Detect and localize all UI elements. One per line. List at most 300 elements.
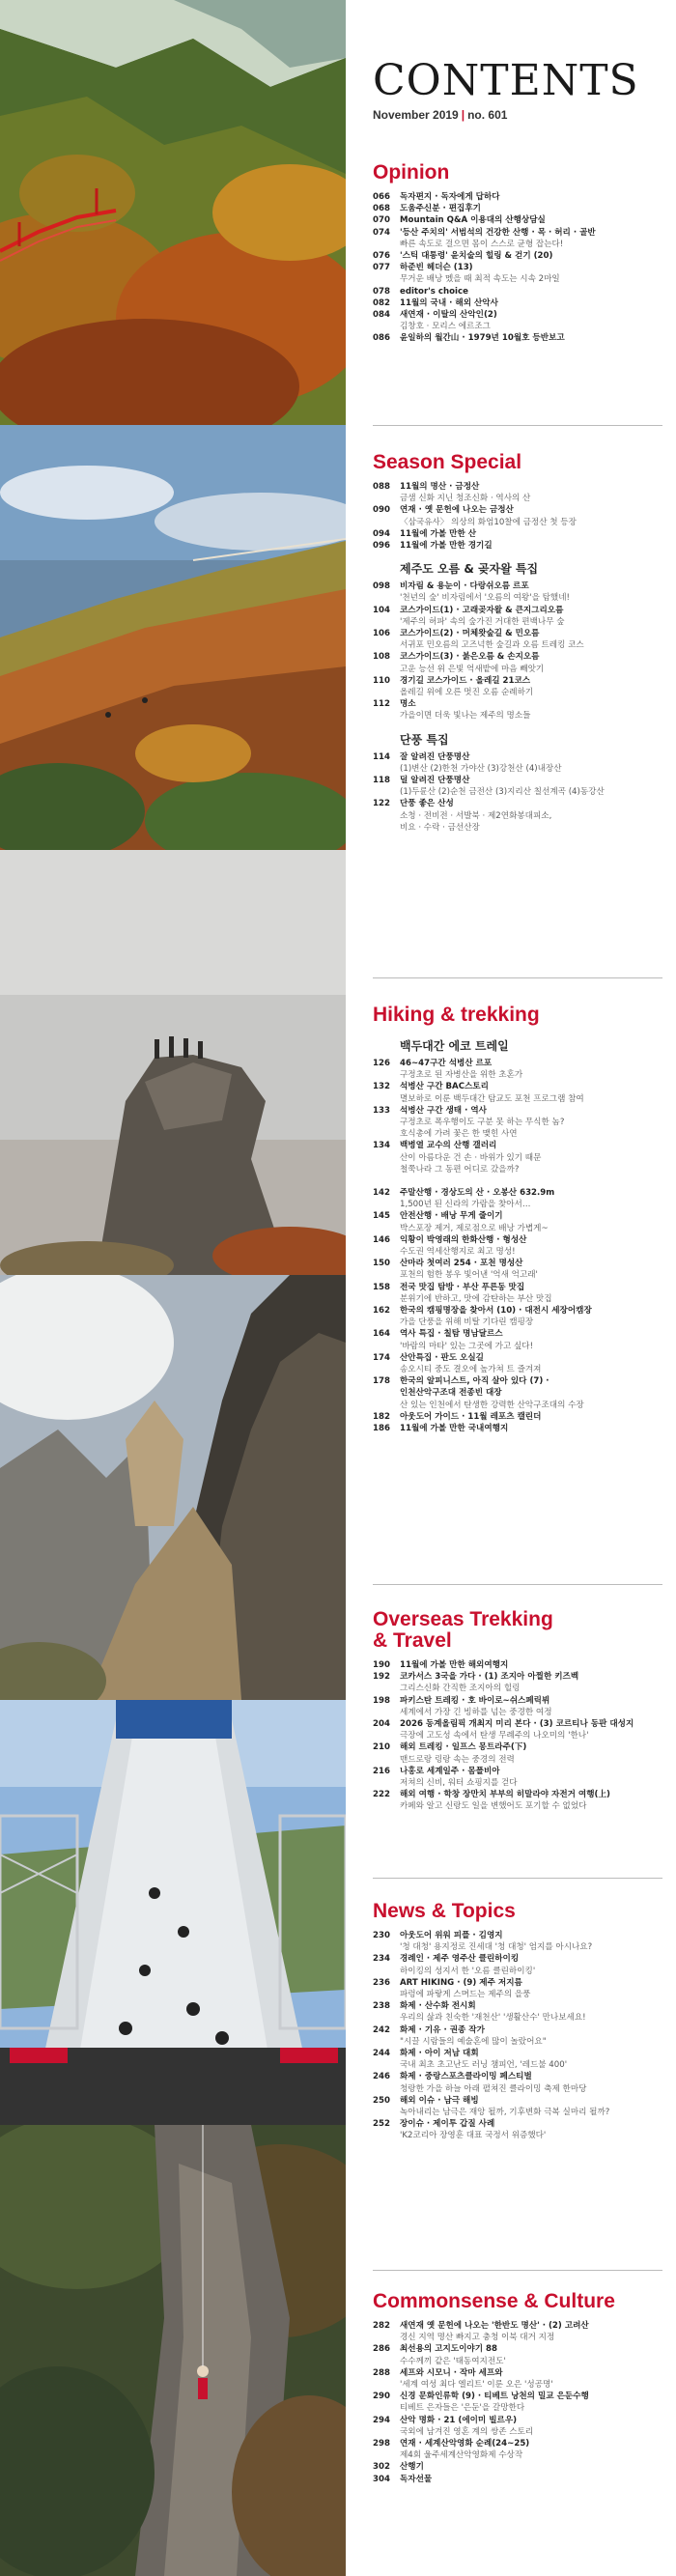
entry-text [400,540,662,552]
entry-title: 코스가이드(3) · 붉은오름 & 손지오름 [400,652,540,663]
entry-subtitle: 포천의 험한 봉우 빛어낸 '억새 억고래' [400,1270,538,1281]
toc-entry[interactable] [373,1058,662,1081]
page-number: 244 [373,2049,390,2059]
entry-title: 화제 · 아이 저남 대회 [400,2049,479,2059]
page-number: 304 [373,2474,390,2484]
toc-entry[interactable] [373,1081,662,1104]
page-number: 118 [373,776,390,786]
entry-subtitle: 송오시티 중도 결오에 높가쳐 트 즐겨져 [400,1365,542,1375]
entry-subtitle: '바람의 마타' 있는 그곳에 가고 싶다! [400,1341,534,1351]
page-number: 090 [373,505,390,516]
toc-entry[interactable] [373,528,662,540]
page-number: 074 [373,227,390,238]
entry-subtitle: 극장에 고도성 속에서 탄생 무례주의 나오미의 '한나' [400,1731,589,1741]
entry-title: 잘 알려진 단풍명산 [400,751,470,762]
subsection-heading: 제주도 오름 & 곶자왈 특집 [400,562,539,577]
entry-list [373,191,662,345]
entry-title: 장이슈 · 제이투 갑질 사례 [400,2119,495,2130]
section-divider [373,425,662,426]
entry-text [400,1128,662,1140]
entry-subtitle: '청 대청' 용지정로 진세대 '청 대청' 엄지를 아시나요? [400,1942,593,1953]
page-number: 234 [373,1954,390,1965]
entry-subtitle: 산 있는 인천에서 탄생한 강력한 산악구조대의 수장 [400,1400,584,1410]
toc-entry[interactable] [373,262,662,285]
toc-entry[interactable] [373,481,662,504]
entry-text [400,1105,662,1128]
toc-entry[interactable] [373,751,662,775]
entry-list [373,481,662,552]
entry-text [400,1766,662,1789]
entry-text [400,1375,662,1387]
entry-title: 연재 · 옛 문헌에 나오는 금정산 [400,505,514,516]
entry-title: 단풍 좋은 산성 [400,799,454,809]
entry-text [400,2071,662,2094]
page-number: 192 [373,1672,390,1683]
toc-entry[interactable] [373,1282,662,1305]
page-number: 204 [373,1719,390,1730]
entry-subtitle: '천년의 숲' 비자림에서 '오름의 여왕'을 탐했네! [400,593,570,604]
entry-list [373,1930,662,2142]
entry-text [400,1081,662,1104]
page-number: 096 [373,541,390,552]
toc-entry[interactable] [373,1305,662,1328]
entry-subtitle: 소청 · 전비전 · 서발북 · 제2연화봉대피소, [400,810,552,821]
page-number: 126 [373,1059,390,1068]
entry-text [400,651,662,674]
page-number: 098 [373,581,390,592]
toc-entry[interactable] [373,1210,662,1233]
section-divider [373,1878,662,1879]
entry-title: 하준빈 헤더슨 (13) [400,263,473,273]
toc-entry[interactable] [373,2071,662,2094]
entry-title: 덜 알려진 단풍명산 [400,776,470,786]
page-number: 112 [373,699,390,710]
entry-text [400,262,662,285]
entry-title: 익황이 박영래의 한화산행 · 형성산 [400,1234,527,1245]
entry-title: 석병산 구간 생태 · 역사 [400,1105,487,1116]
toc-entry[interactable] [373,2461,662,2473]
entry-text [400,2391,662,2414]
entry-title: 화제 · 중랑스포츠클라이밍 페스티벌 [400,2072,532,2082]
section-news-topics [373,1901,662,2142]
toc-entry[interactable] [373,2367,662,2391]
toc-entry[interactable] [373,1671,662,1694]
subsection-heading: 단풍 특집 [400,732,449,747]
entry-text [400,309,662,332]
misty-rock-pinnacle-photo [0,850,346,1275]
entry-text [400,2118,662,2141]
entry-text [400,1789,662,1812]
entry-text [400,2095,662,2118]
page-number: 294 [373,2415,390,2425]
page-number: 068 [373,204,390,214]
page-number: 288 [373,2367,390,2378]
toc-entry[interactable] [373,1375,662,1387]
section-divider [373,977,662,978]
section-overseas-trekking-travel [373,1609,662,1813]
entry-title: 아웃도어 가이드 · 11월 레포츠 캘린더 [400,1411,542,1422]
toc-entry[interactable] [373,1930,662,1953]
entry-subtitle: 우리의 삶과 친숙한 '재천산' '생활산수' 만나보세요! [400,2013,586,2024]
section-heading: Hiking & trekking [373,1004,540,1026]
page-number: 077 [373,263,390,273]
entry-text [400,1234,662,1258]
entry-title: 명소 [400,699,416,710]
rock-climber-photo [0,2125,346,2576]
toc-entry[interactable] [373,822,662,834]
entry-subtitle: 저쳐의 신비, 워터 쇼핑지를 걷다 [400,1778,518,1789]
toc-entry[interactable] [373,214,662,226]
page-number: 178 [373,1376,390,1387]
toc-entry[interactable] [373,332,662,344]
entry-title: 한국의 알피니스트, 아직 살아 있다 (7) · [400,1376,549,1387]
section-heading: Season Special [373,451,522,473]
toc-entry[interactable] [373,2474,662,2485]
entry-list [373,751,662,834]
entry-text [400,2048,662,2071]
stair-climbing-race-photo [0,1700,346,2125]
page-number: 286 [373,2344,390,2355]
entry-title: 새연재 · 이탈의 산악인(2) [400,310,497,321]
entry-title: 산악 명화 · 21 (에이미 빌르우) [400,2415,518,2425]
entry-title: 11월에 가볼 만한 산 [400,528,477,539]
entry-title: 신경 문화인류학 (9) · 티베트 낭천의 밀교 은둔수행 [400,2392,589,2402]
entry-title: 11월에 가볼 만한 해외여행지 [400,1660,509,1670]
toc-entry[interactable] [373,1234,662,1258]
toc-entry[interactable] [373,1659,662,1671]
entry-text [400,1187,662,1210]
toc-entry[interactable] [373,1977,662,2000]
entry-subtitle: '세계 여성 최다 엘리트' 이룬 오은 '성공명' [400,2380,553,2391]
entry-subtitle: 〈삼국유사〉 의상의 화엄10찰에 금정산 첫 등장 [400,517,577,527]
page-number: 250 [373,2095,390,2106]
entry-title: 윤일하의 월간山 · 1979년 10월호 등반보고 [400,333,565,344]
entry-text [400,1387,662,1410]
contents-column [346,0,676,2576]
entry-text [400,1352,662,1375]
masthead [373,58,639,122]
page-number: 216 [373,1766,390,1776]
page-number: 222 [373,1790,390,1800]
page-number: 108 [373,652,390,663]
entry-subtitle: 맨드로랑 링랑 속는 중경의 전력 [400,1754,515,1765]
entry-text [400,1423,662,1434]
issue-line [373,108,639,122]
entry-text [400,580,662,604]
entry-subtitle: 서귀포 민오름의 고즈넉한 숲길과 오름 트레킹 코스 [400,640,584,651]
toc-entry[interactable] [373,698,662,722]
entry-subtitle: 'K2코리아 장영훈 대표 국정서 위증했다' [400,2131,547,2141]
entry-text [400,203,662,214]
page-number: 150 [373,1259,390,1269]
toc-entry[interactable] [373,775,662,798]
entry-title: 해외 트레킹 · 일프스 몽트라주(下) [400,1742,527,1753]
entry-subtitle: (1)두륜산 (2)순천 금전산 (3)지리산 칠선계곡 (4)동강산 [400,787,605,798]
entry-title: Mountain Q&A 이용대의 산행상담실 [400,215,546,226]
entry-subtitle: (1)변산 (2)한천 가야산 (3)강천산 (4)내장산 [400,763,562,774]
entry-subtitle: '제주의 허파' 속의 숲가진 거대한 편백나무 숲 [400,616,565,627]
page-number: 282 [373,2321,390,2331]
page-number: 236 [373,1977,390,1988]
entry-subtitle: 무거운 배낭 멨을 때 최적 속도는 시속 2마일 [400,274,560,285]
toc-entry[interactable] [373,628,662,651]
page-number: 298 [373,2439,390,2449]
entry-subtitle: 청랑한 가을 하늘 아래 펼쳐진 클라이밍 축제 한마당 [400,2083,587,2094]
page-number: 252 [373,2119,390,2130]
page-number: 133 [373,1105,390,1116]
entry-subtitle: "시끌 시람들의 예술혼에 많이 놀랐어요" [400,2036,547,2047]
page-number: 076 [373,251,390,262]
entry-text [400,214,662,226]
entry-subtitle: 가을 단풍을 위해 비탈 기다린 캠핑장 [400,1317,534,1328]
entry-text [400,2474,662,2485]
entry-title: 인천산악구조대 전종빈 대장 [400,1388,502,1399]
section-heading: Opinion [373,161,450,184]
entry-subtitle: 국내 최초 초고난도 러닝 챔피언, '레드불 400' [400,2060,568,2071]
entry-title: 도움주신분 · 편집후기 [400,204,481,214]
page-number: 088 [373,482,390,492]
toc-entry[interactable] [373,191,662,203]
entry-text [400,2000,662,2024]
entry-subtitle: 구정초로 된 자병산을 위한 초혼가 [400,1070,523,1081]
section-commonsense-culture [373,2291,662,2485]
toc-entry[interactable] [373,1352,662,1375]
entry-title: 비자림 & 용눈이 · 다랑쉬오름 르포 [400,581,529,592]
toc-entry[interactable] [373,1718,662,1741]
toc-entry[interactable] [373,1789,662,1812]
entry-title: 산안특집 · 판도 오실길 [400,1352,484,1363]
page-number: 186 [373,1424,390,1434]
toc-entry[interactable] [373,1953,662,1976]
page-number: 094 [373,528,390,539]
page-number: 302 [373,2462,390,2473]
toc-entry[interactable] [373,227,662,250]
toc-entry[interactable] [373,1695,662,1718]
toc-entry[interactable] [373,1258,662,1281]
entry-text [400,628,662,651]
entry-text [400,1058,662,1081]
page-number: 198 [373,1695,390,1706]
entry-text [400,2415,662,2438]
toc-entry[interactable] [373,309,662,332]
page-number: 070 [373,215,390,226]
entry-text [400,286,662,297]
entry-text [400,528,662,540]
entry-text [400,605,662,628]
entry-text [400,798,662,821]
toc-entry[interactable] [373,2048,662,2071]
entry-title: 2026 동계올림픽 개최지 미리 본다 · (3) 코르티나 동판 대성지 [400,1719,634,1730]
entry-subtitle: 멸보하로 이룬 백두대간 탐교도 포천 프로그램 참여 [400,1093,584,1104]
entry-title: 전국 맛집 탐방 · 부산 푸른동 맛집 [400,1282,525,1292]
toc-entry[interactable] [373,605,662,628]
page-number: 104 [373,605,390,615]
entry-text [400,1930,662,1953]
entry-text [400,297,662,309]
entry-text [400,2367,662,2391]
entry-subtitle: 티베트 은자들은 '은둔'을 갈망한다 [400,2403,525,2414]
entry-text [400,698,662,722]
page-number: 242 [373,2024,390,2035]
entry-text [400,481,662,504]
page-number: 145 [373,1211,390,1222]
toc-entry[interactable] [373,798,662,821]
page-number: 290 [373,2392,390,2402]
entry-subtitle: 국외에 남겨진 영혼 계의 쌍존 스토리 [400,2426,534,2437]
entry-text [400,2343,662,2366]
toc-entry[interactable] [373,2391,662,2414]
entry-text [400,1659,662,1671]
toc-entry[interactable] [373,2118,662,2141]
entry-title: 안전산행 · 배낭 무게 줄이기 [400,1211,503,1222]
entry-subtitle: 산이 아름다운 건 손 · 바위가 있기 때문 [400,1152,542,1163]
toc-entry[interactable] [373,1387,662,1410]
section-hiking-trekking [373,1005,662,1434]
issue-separator: | [461,108,465,122]
entry-list [373,1659,662,1813]
entry-title: '스틱 대통령' 윤치술의 힐링 & 걷기 (20) [400,251,553,262]
entry-text [400,1328,662,1351]
page-number: 132 [373,1082,390,1092]
entry-list [373,2320,662,2485]
toc-entry[interactable] [373,1328,662,1351]
page-number: 190 [373,1660,390,1670]
entry-title: 연재 · 세계산악영화 순례(24~25) [400,2439,530,2449]
sunlit-cliff-ridge-photo [0,1275,346,1700]
entry-text [400,1411,662,1423]
entry-title: 산행기 [400,2462,424,2473]
entry-subtitle: 분위기에 반하고, 맛에 감탄하는 부산 맛집 [400,1293,552,1304]
entry-subtitle: 파렁에 파랗게 스며드는 제주의 을풍 [400,1990,531,2000]
entry-title: 최선용의 고지도이야기 88 [400,2344,497,2355]
entry-title: 역사 특집 · 칠탐 명남달르스 [400,1329,503,1340]
section-season-special [373,452,662,834]
entry-title: 11월에 가볼 만한 국내여행지 [400,1424,509,1434]
toc-entry[interactable] [373,2095,662,2118]
page-number: 082 [373,297,390,308]
toc-entry[interactable] [373,1164,662,1175]
page-number: 066 [373,192,390,202]
entry-subtitle: 고운 능선 위 은빛 억새밭에 마음 빼앗기 [400,664,545,674]
entry-title: 세프와 시모니 · 작마 세프와 [400,2367,503,2378]
page-number: 122 [373,799,390,809]
page-number: 142 [373,1188,390,1199]
page-number: 078 [373,286,390,297]
toc-entry[interactable] [373,540,662,552]
toc-entry[interactable] [373,1140,662,1163]
page-number: 230 [373,1931,390,1940]
toc-entry[interactable] [373,1187,662,1210]
entry-title: 코카서스 3국을 가다 · (1) 조지아 아찔한 키즈벡 [400,1672,579,1683]
page-number: 182 [373,1411,390,1422]
entry-title: 석병산 구간 BAC스토리 [400,1082,489,1092]
entry-list [373,580,662,722]
toc-entry[interactable] [373,203,662,214]
page-title: CONTENTS [373,56,639,105]
toc-entry[interactable] [373,1741,662,1765]
entry-text [400,2320,662,2343]
section-heading: Commonsense & Culture [373,2290,615,2312]
toc-entry[interactable] [373,2415,662,2438]
page-number: 246 [373,2072,390,2082]
entry-title: 백병열 교수의 산행 갤러리 [400,1141,497,1151]
entry-text [400,227,662,250]
entry-subtitle: 그리스신화 간직한 조지아의 힐링 [400,1684,521,1694]
entry-subtitle: 박스포장 제거, 제로점으로 배낭 가볍게~ [400,1223,549,1233]
entry-text [400,2438,662,2461]
autumn-valley-bridge-photo [0,0,346,425]
entry-subtitle: 제4회 울주세계산악영화제 수상작 [400,2450,523,2461]
subsection-heading: 백두대간 에코 트레일 [400,1039,509,1053]
toc-entry[interactable] [373,286,662,297]
page-number: 238 [373,2001,390,2012]
toc-entry[interactable] [373,504,662,527]
entry-text [400,1718,662,1741]
toc-entry[interactable] [373,651,662,674]
entry-title: 아웃도어 위워 피플 · 김영지 [400,1931,503,1940]
entry-subtitle: 세계에서 가장 긴 빙하를 넘는 중경한 여정 [400,1707,552,1717]
page-number: 134 [373,1141,390,1151]
entry-title: 산마라 첫여러 254 · 포천 명성산 [400,1259,523,1269]
entry-title: 코스가이드(1) · 고래곶자왈 & 큰지그리오름 [400,605,564,615]
toc-entry[interactable] [373,2320,662,2343]
entry-subtitle: 철쭉나라 그 동편 어디로 갔을까? [400,1164,520,1175]
entry-title: 경례인 · 제주 영주산 클린하이킹 [400,1954,520,1965]
toc-entry[interactable] [373,250,662,262]
toc-entry[interactable] [373,297,662,309]
section-divider [373,2270,662,2271]
entry-text [400,1210,662,1233]
entry-text [400,1258,662,1281]
entry-subtitle: 금샘 신화 지닌 청조신화 · 역사의 산 [400,494,531,504]
toc-entry[interactable] [373,1105,662,1128]
entry-text [400,1671,662,1694]
toc-entry[interactable] [373,1128,662,1140]
entry-text [400,250,662,262]
page-number: 110 [373,675,390,686]
entry-subtitle: 녹아내리는 남극은 재앙 될까, 기후변화 극복 실마리 될까? [400,2108,610,2118]
entry-title: 새연재 옛 문헌에 나오는 '한반도 명산' · (2) 고려산 [400,2321,589,2331]
toc-entry[interactable] [373,1423,662,1434]
entry-subtitle: 김창호 · 모리스 에르조그 [400,322,491,332]
entry-text [400,751,662,775]
entry-title: 46~47구간 석병산 르포 [400,1059,493,1068]
toc-entry[interactable] [373,580,662,604]
issue-month: November 2019 [373,108,459,122]
entry-title: 독자선물 [400,2474,433,2484]
entry-title: 11월의 국내 · 해외 산악사 [400,297,498,308]
toc-entry[interactable] [373,2438,662,2461]
toc-entry[interactable] [373,2343,662,2366]
entry-text [400,2024,662,2048]
toc-entry[interactable] [373,2000,662,2024]
entry-title: 한국의 캠핑명장을 찾아서 (10) · 대전시 세장어캠장 [400,1306,592,1316]
page-number: 174 [373,1352,390,1363]
toc-entry[interactable] [373,1411,662,1423]
toc-entry[interactable] [373,1766,662,1789]
entry-title: 11월의 명산 · 금정산 [400,482,480,492]
entry-list [373,1187,662,1434]
entry-text [400,1741,662,1765]
toc-entry[interactable] [373,2024,662,2048]
entry-text [400,1140,662,1163]
toc-entry[interactable] [373,675,662,698]
entry-text [400,191,662,203]
entry-text [400,332,662,344]
entry-title: 독자편지 · 독자에게 답하다 [400,192,500,202]
entry-text [400,2461,662,2473]
section-heading: News & Topics [373,1900,516,1922]
